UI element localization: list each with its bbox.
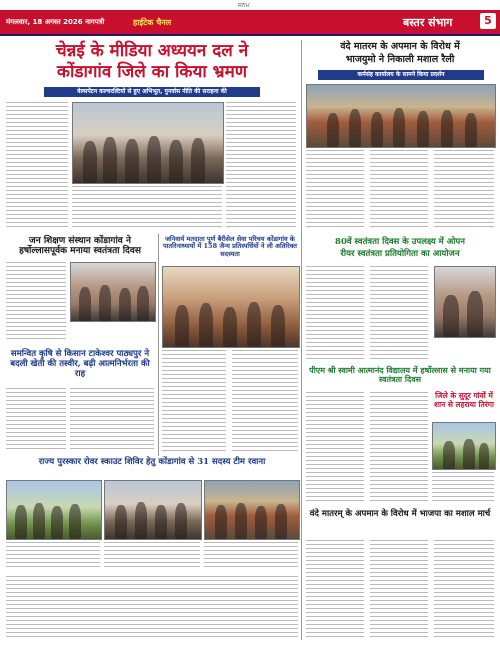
main-body-col3	[226, 102, 296, 230]
middle-banner-headline: जनिवार्य मतदाता पूर्ण बैरीसेल सेवा परिचय कोंडागांव के पार्तारेनाध्यायों में 158 जैन्य प्रतिस्पर्धियों ने ली अतिरिक्त सदस्यता	[163, 235, 297, 258]
right-top-headline-line1: वंदे मातरम के अपमान के विरोध में	[340, 41, 460, 52]
pm-headline: पीएम श्री स्वामी आत्मानंद विद्यालय में हर्षोल्लास से मनाया गया स्वतंत्रता दिवस	[309, 365, 491, 385]
right-top-headline-line2: भाजयुमो ने निकाली मशाल रैली	[345, 54, 455, 65]
main-body-under-photo	[72, 186, 222, 230]
bottom-banner-headline: वंदे मातरम् के अपमान के विरोध में भाजपा का मशाल मार्च	[309, 509, 491, 519]
right-low-headline: जिले के सुदूर गांवों में शान से लहराया तिरंगा	[434, 391, 494, 409]
bottom-left-body-3	[204, 542, 298, 572]
main-subhead: वेल्सपेंटन कल्चरल्टियों से हुए अभिभूत, पुनर्वास नीति की सराहना की	[44, 87, 260, 97]
school-photo	[70, 262, 156, 322]
pm-body-col1	[306, 392, 364, 504]
right-top-body-col2	[370, 150, 428, 232]
right-mid-headline-line2: रीयर स्वतंत्रता प्रतियोगिता का आयोजन	[340, 249, 460, 259]
bottom-banner-body-col3	[434, 540, 494, 640]
right-top-body-col1	[306, 150, 364, 232]
farm-body-col1	[6, 388, 66, 454]
page-number: 5	[480, 13, 496, 29]
bottom-left-body-2	[104, 542, 200, 572]
masthead	[0, 10, 500, 36]
middle-body-col1	[162, 350, 226, 456]
bottom-left-photo-3	[204, 480, 300, 540]
right-mid-photo	[434, 266, 496, 338]
farm-headline: समन्वित कृषि से किसान टाकेश्वर पाठ्यपुर ने बदली खेती की तस्वीर, बढ़ी आत्मनिर्भरता की राह	[10, 349, 150, 379]
right-top-subhead: कर्मसंह कार्यालय के सामने किया प्रदर्शन	[318, 70, 484, 80]
bottom-left-body-1	[6, 542, 100, 572]
bottom-banner-body-col2	[370, 540, 428, 640]
farm-body-col2	[70, 388, 154, 454]
date-line: मंगलवार, 18 अगस्त 2026 नागपत्री	[6, 18, 105, 26]
right-top-photo-rally	[306, 84, 496, 148]
school-headline: जन शिक्षण संस्थान कोंडागांव ने हर्षोल्लासपूर्वक मनाया स्वतंत्रता दिवस	[19, 236, 141, 257]
right-top-body-col3	[434, 150, 494, 232]
column-divider-mid	[158, 234, 159, 456]
right-low-body	[432, 472, 494, 504]
school-body-col1	[6, 262, 66, 344]
masthead-right-band	[395, 10, 500, 36]
right-mid-body-col1	[306, 266, 364, 362]
bottom-left-photo-1	[6, 480, 102, 540]
section-title: बस्तर संभाग	[403, 16, 453, 29]
bottom-left-body-long	[6, 576, 298, 640]
bottom-banner-body-col1	[306, 540, 364, 640]
column-divider	[301, 40, 302, 640]
brand-name: हाईटेक चैनल	[133, 18, 172, 27]
bottom-left-headline: राज्य पुरस्कार रोवर स्काउट शिविर हेतु कोंडागांव से 31 सदस्य टीम रवाना	[38, 457, 266, 467]
middle-photo	[162, 266, 300, 348]
main-headline-line2: कोंडागांव जिले का किया भ्रमण	[56, 62, 248, 82]
right-low-photo	[432, 422, 496, 470]
page-top-number: ਜਨਮ	[238, 2, 250, 9]
main-body-col1	[6, 102, 68, 230]
right-mid-body-col2	[370, 266, 428, 362]
right-mid-headline-line1: 80वें स्वतंत्रता दिवस के उपलक्ष्य में ओपन	[335, 237, 465, 247]
masthead-left-band	[0, 10, 395, 36]
middle-body-col2	[232, 350, 298, 456]
main-headline-line1: चेन्नई के मीडिया अध्ययन दल ने	[55, 41, 249, 61]
bottom-left-photo-2	[104, 480, 202, 540]
main-photo-group	[72, 102, 224, 184]
pm-body-col2	[370, 392, 428, 504]
